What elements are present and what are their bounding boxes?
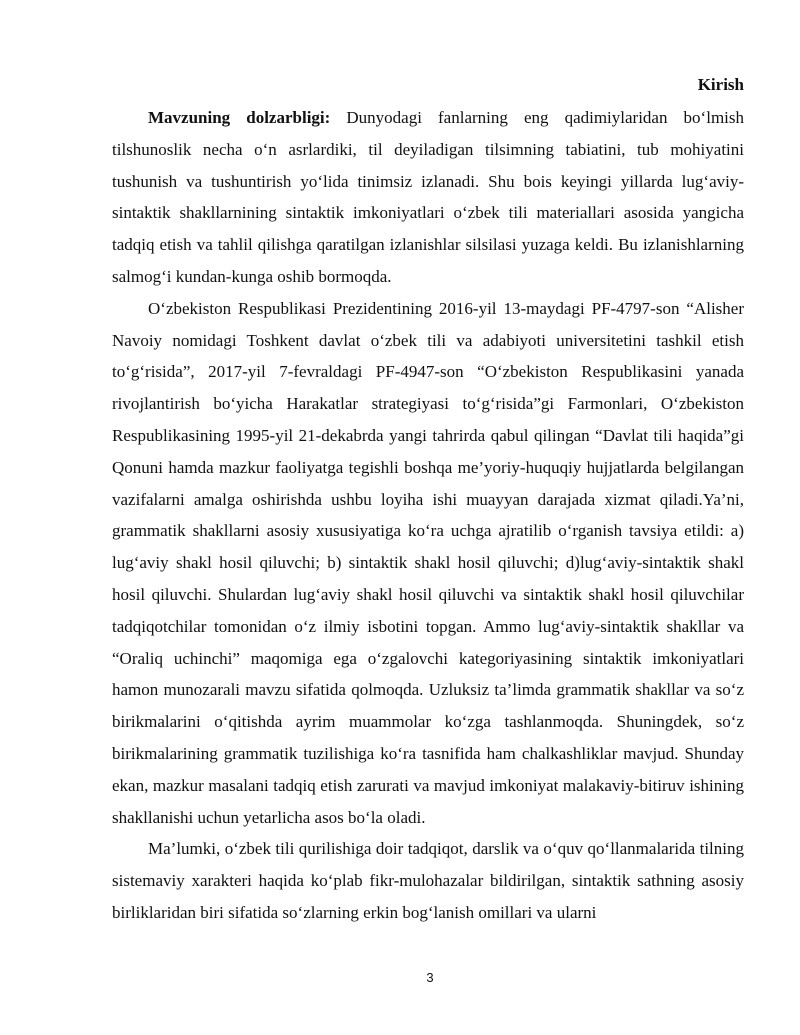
paragraph-text: Dunyodagi fanlarning eng qadimiylaridan bo‘lmish tilshunoslik necha o‘n asrlardiki, til deyiladigan tilsimning tabiatini, tub mohiyatini tushunish va tushuntirish yo‘lida tinimsiz izlanadi. Shu bois keyingi yillarda lug‘aviy-sintaktik shakllarnining sintaktik imkoniyatlari o‘zbek tili materiallari asosida yangicha tadqiq etish va tahlil qilishga qaratilgan izlanishlar silsilasi yuzaga keldi. Bu izlanishlarning salmog‘i kundan-kunga oshib bormoqda.: [112, 108, 744, 286]
section-heading: Kirish: [697, 75, 744, 94]
page-number: 3: [426, 970, 434, 985]
paragraph-known: Ma’lumki, o‘zbek tili qurilishiga doir tadqiqot, darslik va o‘quv qo‘llanmalarida tilning sistemaviy xarakteri haqida ko‘plab fikr-mulohazalar bildirilgan, sintaktik sathning asosiy birliklaridan biri sifatida so‘zlarning erkin bog‘lanish omillari va ularni: [112, 839, 744, 922]
paragraph-lead: Mavzuning dolzarbligi:: [148, 108, 331, 127]
document-body: [112, 102, 744, 929]
paragraph-decrees: O‘zbekiston Respublikasi Prezidentining 2016-yil 13-maydagi PF-4797-son “Alisher Navoiy nomidagi Toshkent davlat o‘zbek tili va adabiyoti universitetini tashkil etish to‘g‘risida”, 2017-yil 7-fevraldagi PF-4947-son “O‘zbekiston Respublikasini yanada rivojlantirish bo‘yicha Harakatlar strategiyasi to‘g‘risida”gi Farmonlari, O‘zbekiston Respublikasining 1995-yil 21-dekabrda yangi tahrirda qabul qilingan “Davlat tili haqida”gi Qonuni hamda mazkur faoliyatga tegishli boshqa me’yoriy-huquqiy hujjatlarda belgilangan vazifalarni amalga oshirishda ushbu loyiha ishi muayyan darajada xizmat qiladi.Ya’ni, grammatik shakllarni asosiy xususiyatiga ko‘ra uchga ajratilib o‘rganish tavsiya etildi: a) lug‘aviy shakl hosil qiluvchi; b) sintaktik shakl hosil qiluvchi; d)lug‘aviy-sintaktik shakl hosil qiluvchi. Shulardan lug‘aviy shakl hosil qiluvchi va sintaktik shakl hosil qiluvchilar tadqiqotchilar tomonidan o‘z ilmiy isbotini topgan. Ammo lug‘aviy-sintaktik shakllar va “Oraliq uchinchi” maqomiga ega o‘zgalovchi kategoriyasining sintaktik imkoniyatlari hamon munozarali mavzu sifatida qolmoqda. Uzluksiz ta’limda grammatik shakllar va so‘z birikmalarini o‘qitishda ayrim muammolar ko‘zga tashlanmoqda. Shuningdek, so‘z birikmalarining grammatik tuzilishiga ko‘ra tasnifida ham chalkashliklar mavjud. Shunday ekan, mazkur masalani tadqiq etish zarurati va mavjud imkoniyat malakaviy-bitiruv ishining shakllanishi uchun yetarlicha asos bo‘la oladi.: [112, 298, 744, 827]
paragraph-relevance: [112, 102, 744, 293]
